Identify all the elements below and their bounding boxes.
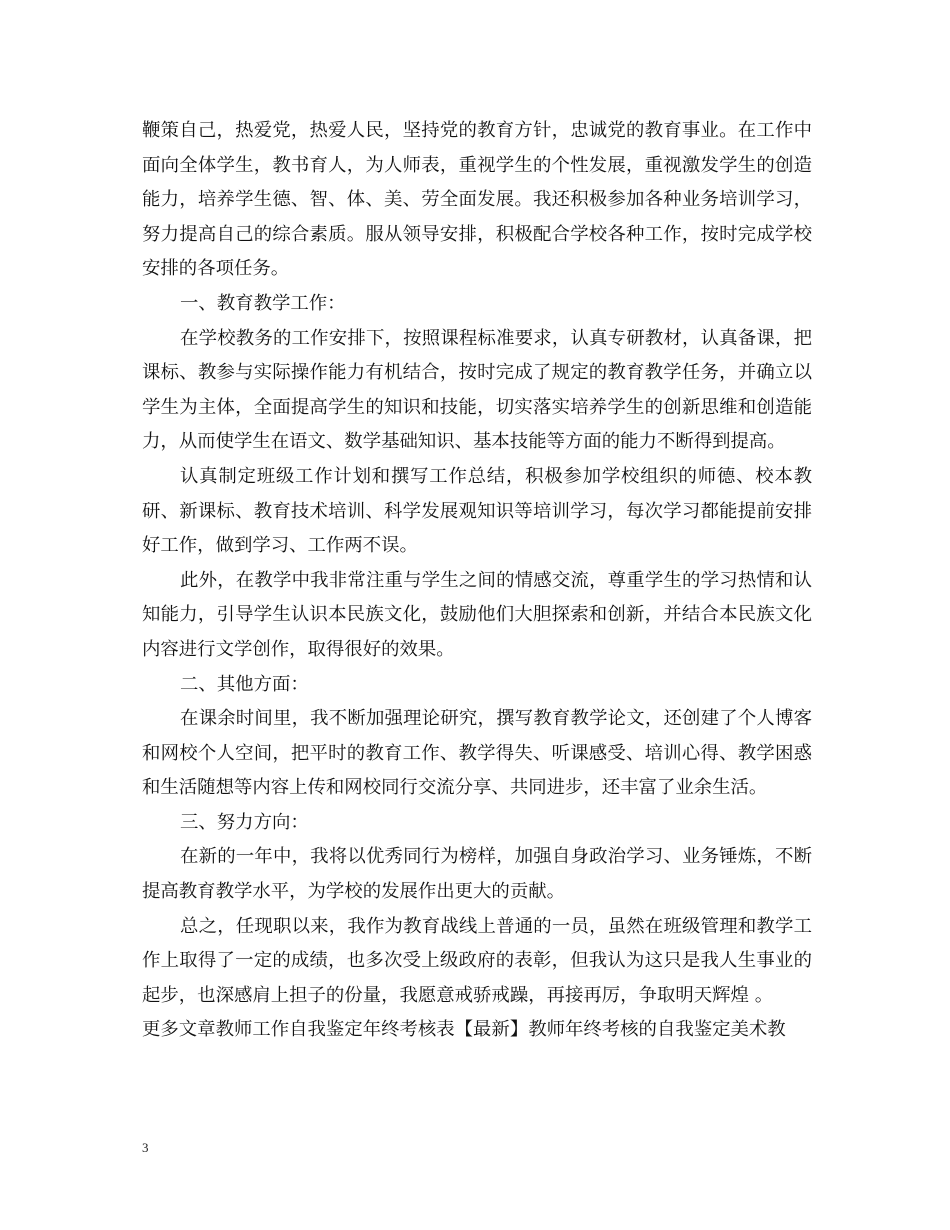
paragraph-continuation: 鞭策自己，热爱党，热爱人民，坚持党的教育方针，忠诚党的教育事业。在工作中面向全体学生，教书育人，为人师表，重视学生的个性发展，重视激发学生的创造能力，培养学生德、智、体、美、劳全面发展。我还积极参加各种业务培训学习，努力提高自己的综合素质。服从领导安排，积极配合学校各种工作，按时完成学校安排的各项任务。 bbox=[142, 120, 812, 280]
document-body bbox=[142, 114, 812, 1048]
paragraph-conclusion: 总之，任现职以来，我作为教育战线上普通的一员，虽然在班级管理和教学工作上取得了一定的成绩，也多次受上级政府的表彰，但我认为这只是我人生事业的起步，也深感肩上担子的份量，我愿意戒骄戒躁，再接再厉，争取明天辉煌 。 bbox=[142, 915, 812, 1006]
section-heading-direction: 三、努力方向： bbox=[180, 811, 309, 833]
section-heading-other: 二、其他方面： bbox=[180, 673, 309, 695]
paragraph-training: 认真制定班级工作计划和撰写工作总结，积极参加学校组织的师德、校本教研、新课标、教育技术培训、科学发展观知识等培训学习，每次学习都能提前安排好工作，做到学习、工作两不误。 bbox=[142, 465, 812, 557]
section-heading-teaching: 一、教育教学工作： bbox=[180, 292, 346, 314]
paragraph-teaching-work: 在学校教务的工作安排下，按照课程标准要求，认真专研教材，认真备课，把课标、教参与实际操作能力有机结合，按时完成了规定的教育教学任务，并确立以学生为主体，全面提高学生的知识和技能，切实落实培养学生的创新思维和创造能力，从而使学生在语文、数学基础知识、基本技能等方面的能力不断得到提高。 bbox=[142, 327, 812, 453]
paragraph-new-year: 在新的一年中，我将以优秀同行为榜样，加强自身政治学习、业务锤炼，不断提高教育教学水平，为学校的发展作出更大的贡献。 bbox=[142, 846, 812, 903]
page-number: 3 bbox=[142, 1140, 149, 1155]
paragraph-more-articles: 更多文章教师工作自我鉴定年终考核表【最新】教师年终考核的自我鉴定美术教 bbox=[142, 1019, 786, 1041]
paragraph-research: 在课余时间里，我不断加强理论研究，撰写教育教学论文，还创建了个人博客和网校个人空间，把平时的教育工作、教学得失、听课感受、培训心得、教学困惑和生活随想等内容上传和网校同行交流分享、共同进步，还丰富了业余生活。 bbox=[142, 708, 812, 799]
paragraph-emotional-exchange: 此外，在教学中我非常注重与学生之间的情感交流，尊重学生的学习热情和认知能力，引导学生认识本民族文化，鼓励他们大胆探索和创新，并结合本民族文化内容进行文学创作，取得很好的效果。 bbox=[142, 569, 812, 660]
